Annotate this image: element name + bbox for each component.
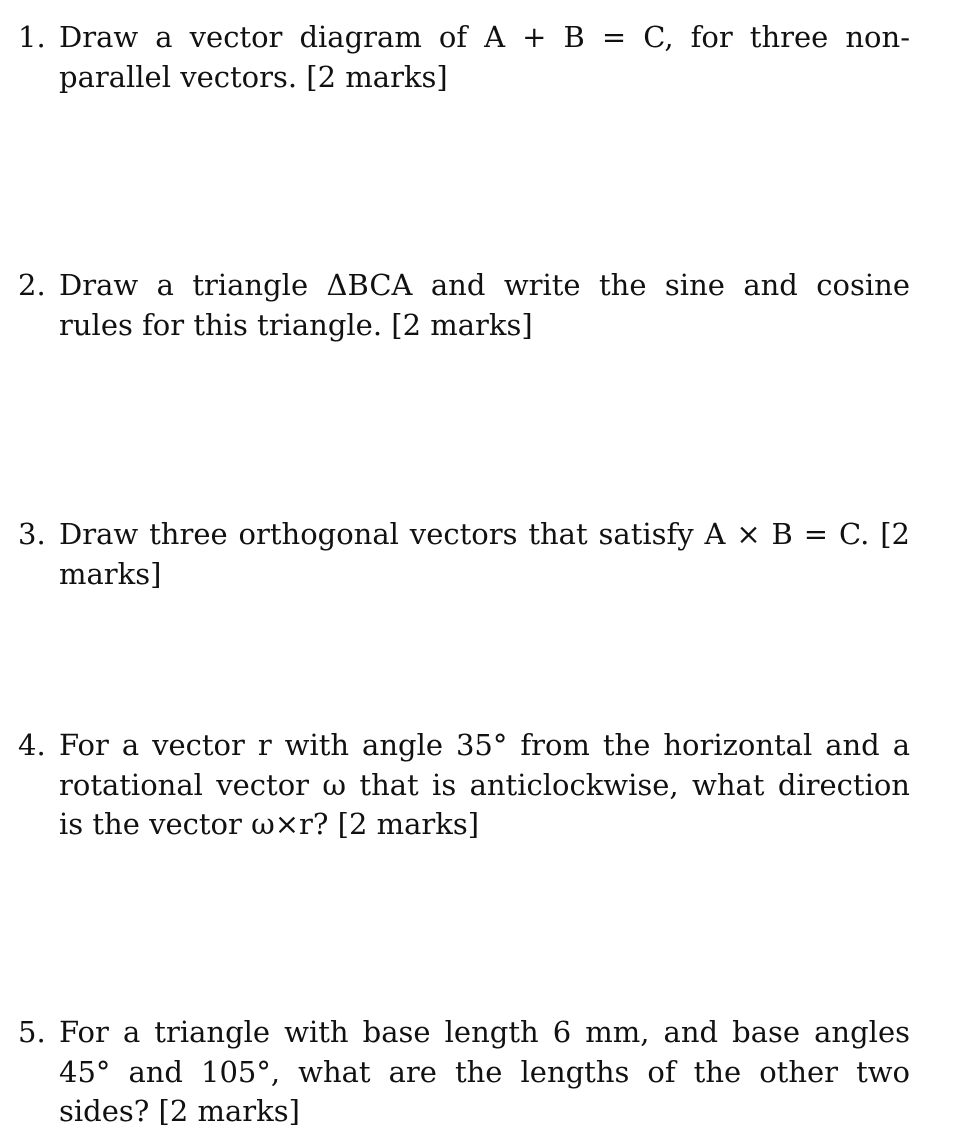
question-number: 4. bbox=[18, 728, 46, 762]
question-text: Draw three orthogonal vectors that satisfy A × B = C. [2 marks] bbox=[59, 517, 910, 591]
question-number: 5. bbox=[18, 1015, 46, 1049]
question-3 bbox=[18, 515, 910, 594]
question-5 bbox=[18, 1013, 910, 1132]
question-text: Draw a vector diagram of A + B = C, for three non-parallel vectors. [2 marks] bbox=[59, 20, 910, 94]
question-number: 2. bbox=[18, 268, 46, 302]
question-text: For a vector r with angle 35° from the horizontal and a rotational vector ω that is anticlockwise, what direction is the vector ω×r? [2 marks] bbox=[59, 728, 910, 841]
question-number: 3. bbox=[18, 517, 46, 551]
question-number: 1. bbox=[18, 20, 46, 54]
question-text: For a triangle with base length 6 mm, and base angles 45° and 105°, what are the lengths of the other two sides? [2 marks] bbox=[59, 1015, 910, 1128]
question-text: Draw a triangle ΔBCA and write the sine and cosine rules for this triangle. [2 marks] bbox=[59, 268, 910, 342]
question-4 bbox=[18, 726, 910, 845]
question-1 bbox=[18, 18, 910, 97]
question-2 bbox=[18, 266, 910, 345]
